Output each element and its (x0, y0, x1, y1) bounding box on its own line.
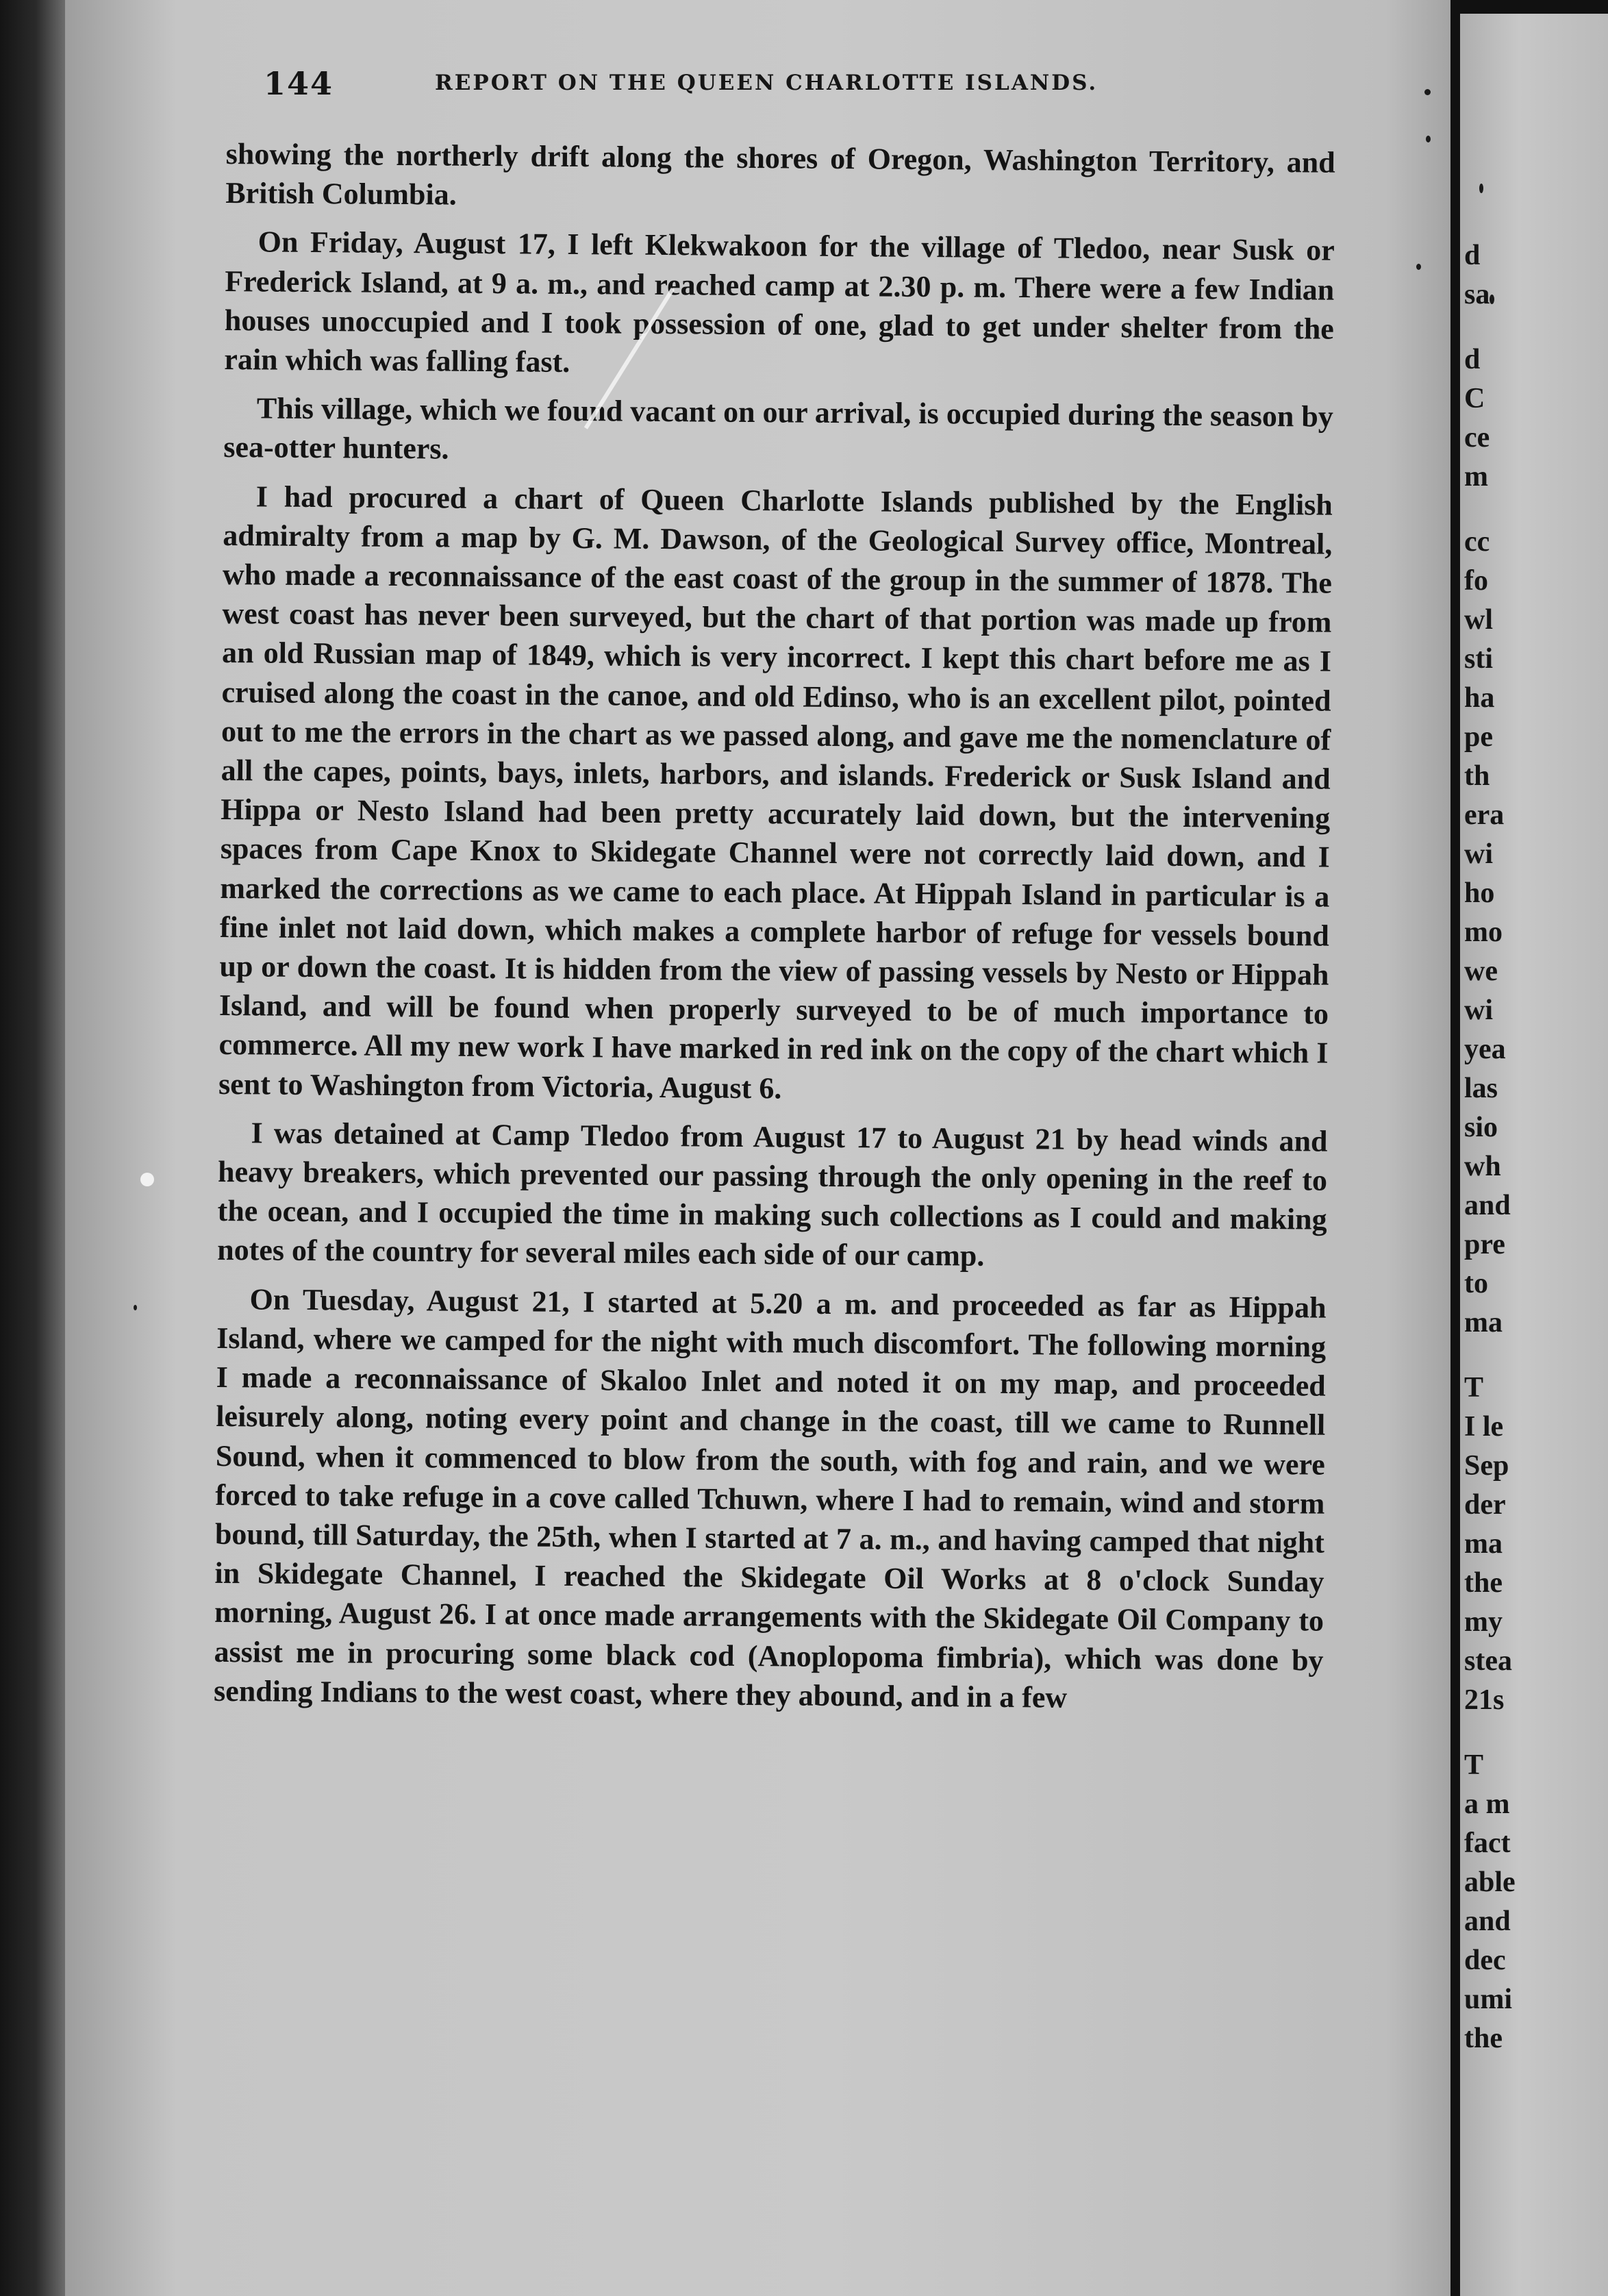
page-header (264, 65, 1332, 113)
facing-line: wl (1464, 604, 1493, 636)
facing-line: umi (1464, 1984, 1513, 2015)
facing-line: d (1464, 240, 1481, 271)
scan-speck (1426, 136, 1431, 142)
facing-line: stea (1464, 1645, 1512, 1677)
scan-speck (1479, 184, 1483, 193)
facing-line: sti (1464, 643, 1493, 675)
facing-line: wi (1464, 995, 1493, 1026)
facing-line: pe (1464, 721, 1493, 753)
scan-highlight-spot (140, 1173, 154, 1186)
paragraph: I had procured a chart of Queen Charlotte Islands published by the English admiralty from a map by G. M. Dawson, of the Geological Survey office, Montreal, who made a reconnaissance of the east coast of the group in the summer of 1878. The west coast has never been surveyed, but the chart of that portion was made up from an old Russian map of 1849, which is very incorrect. I kept this chart before me as I cruised along the coast in the canoe, and old Edinso, who is an excellent pilot, pointed out to me the errors in the chart as we passed along, and gave me the nomenclature of all the capes, points, bays, inlets, harbors, and islands. Frederick or Susk Island and Hippa or Nesto Island had been pretty accurately laid down, but the intervening spaces from Cape Knox to Skidegate Channel were not correctly laid down, and I marked the corrections as we came to each place. At Hippah Island in particular is a fine inlet not laid down, which makes a complete harbor of refuge for vessels bound up or down the coast. It is hidden from the view of passing vessels by Nesto or Hippah Island, and will be found when properly surveyed to be of much importance to commerce. All my new work I have marked in red ink on the copy of the chart which I sent to Washington from Victoria, August 6. (218, 479, 1333, 1106)
facing-line: las (1464, 1073, 1498, 1104)
facing-line: we (1464, 956, 1498, 987)
facing-line: dec (1464, 1945, 1506, 1976)
facing-line: era (1464, 799, 1505, 831)
facing-line: and (1464, 1906, 1511, 1937)
facing-line: my (1464, 1606, 1503, 1638)
page-number: 144 (264, 65, 334, 102)
facing-line: ha (1464, 682, 1495, 714)
facing-line: T (1464, 1372, 1484, 1403)
paragraph: On Tuesday, August 21, I started at 5.20 a m. and proceeded as far as Hippah Island, where we camped for the night with much discomfort. The following morning I made a reconnaissance of Skaloo Inlet and noted it on my map, and proceeded leisurely along, noting every point and change in the coast, till we came to Runnell Sound, when it commenced to blow from the south, with fog and rain, and we were forced to take refuge in a cove called Tchuwn, where I had to remain, wind and storm bound, till Saturday, the 25th, when I started at 7 a. m., and having camped that night in Skidegate Channel, I reached the Skidegate Oil Works at 8 o'clock Sunday morning, August 26. I at once made arrangements with the Skidegate Oil Company to assist me in procuring some black cod (Anoplopoma fimbria), which was done by sending Indians to the west coast, where they abound, and in a few (213, 1282, 1327, 1714)
facing-line: ho (1464, 877, 1495, 909)
facing-line: ce (1464, 422, 1490, 453)
scan-speck (1416, 264, 1421, 270)
facing-line: the (1464, 1567, 1503, 1599)
facing-line: fact (1464, 1827, 1511, 1859)
facing-line: C (1464, 383, 1485, 414)
paragraph: showing the northerly drift along the shores of Oregon, Washington Territory, and British Columbia. (225, 136, 1335, 212)
facing-line: wh (1464, 1151, 1501, 1182)
facing-line: ma (1464, 1307, 1503, 1338)
facing-line: der (1464, 1489, 1506, 1521)
facing-line: m (1464, 461, 1488, 492)
facing-line: ma (1464, 1528, 1503, 1560)
facing-line: yea (1464, 1034, 1506, 1065)
scan-speck (134, 1305, 137, 1310)
scan-speck (1490, 295, 1494, 304)
facing-line: and (1464, 1190, 1511, 1221)
facing-line: mo (1464, 916, 1503, 948)
page-gutter (1450, 0, 1460, 2296)
facing-line: Sep (1464, 1450, 1509, 1482)
facing-line: pre (1464, 1229, 1505, 1260)
facing-page-text-fragments (1464, 236, 1608, 2058)
facing-line: fo (1464, 565, 1488, 597)
facing-line: sio (1464, 1112, 1498, 1143)
facing-line: I le (1464, 1411, 1504, 1443)
scan-left-margin (0, 0, 65, 2296)
facing-page-top-edge (1460, 0, 1608, 14)
running-head: REPORT ON THE QUEEN CHARLOTTE ISLANDS. (435, 71, 1098, 95)
facing-line: th (1464, 760, 1490, 792)
scan-speck (1424, 89, 1431, 95)
facing-line: cc (1464, 526, 1490, 558)
facing-line: the (1464, 2023, 1503, 2054)
facing-line: 21s (1464, 1684, 1505, 1716)
facing-line: to (1464, 1268, 1488, 1299)
facing-line: able (1464, 1867, 1516, 1898)
facing-line: wi (1464, 838, 1493, 870)
facing-line: a m (1464, 1788, 1510, 1820)
facing-line: d (1464, 344, 1481, 375)
paragraph: On Friday, August 17, I left Klekwakoon for the village of Tledoo, near Susk or Frederick Island, at 9 a. m., and reached camp at 2.30 p. m. There were a few Indian houses unoccupied and I took possession of one, glad to get under shelter from the rain which was falling fast. (224, 225, 1335, 379)
paragraph: I was detained at Camp Tledoo from August 17 to August 21 by head winds and heavy breakers, which prevented our passing through the only opening in the reef to the ocean, and I occupied the time in making such collections as I could and making notes of the country for several miles each side of our camp. (217, 1116, 1328, 1273)
paragraph: This village, which we found vacant on our arrival, is occupied during the season by sea-otter hunters. (223, 391, 1334, 466)
facing-line: sa (1464, 279, 1490, 310)
facing-line: T (1464, 1749, 1484, 1781)
body-text (214, 134, 1335, 1719)
